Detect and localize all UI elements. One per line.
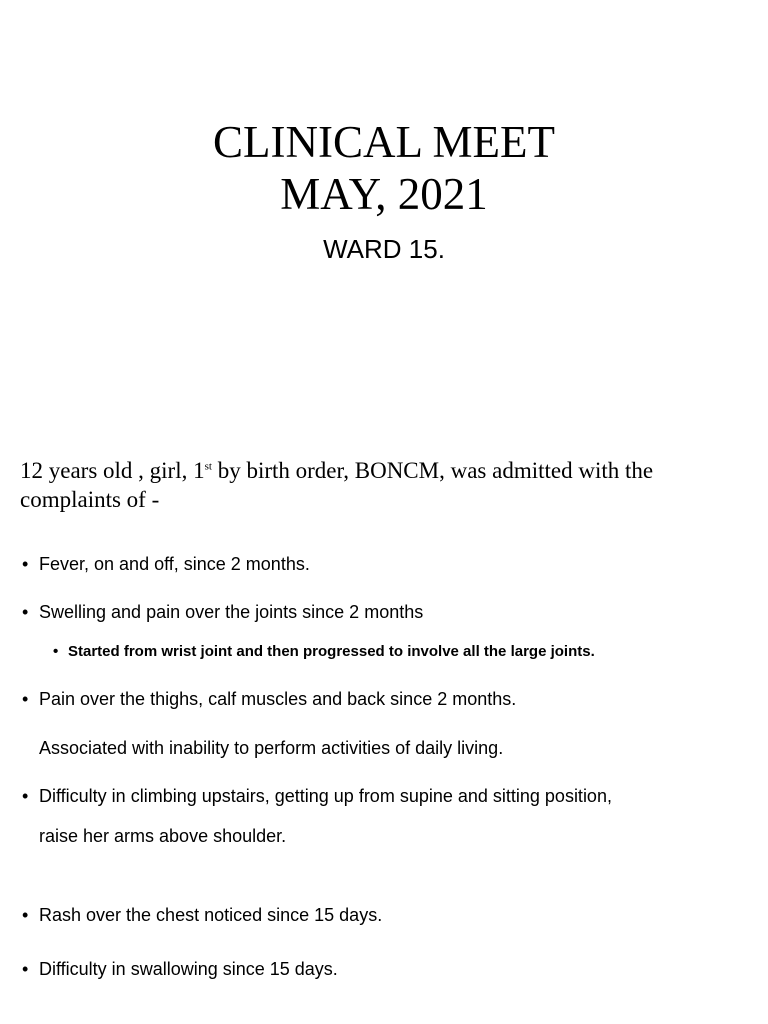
case-intro xyxy=(20,456,750,514)
complaint-text: Difficulty in climbing upstairs, getting up from supine and sitting position, xyxy=(39,786,612,806)
case-intro-text-start: 12 years old , girl, 1 xyxy=(20,458,205,483)
complaint-text: Pain over the thighs, calf muscles and back since 2 months. xyxy=(39,689,517,709)
bullet-marker: • xyxy=(22,602,29,622)
slide-subtitle: WARD 15. xyxy=(323,234,445,264)
complaint-text-continued: raise her arms above shoulder. xyxy=(39,826,287,846)
complaint-note-text: Associated with inability to perform activities of daily living. xyxy=(39,738,504,758)
complaint-text: Fever, on and off, since 2 months. xyxy=(39,554,310,574)
complaint-subtext: Started from wrist joint and then progressed to involve all the large joints. xyxy=(68,643,595,660)
slide-title-line-1: CLINICAL MEET xyxy=(212,117,556,167)
bullet-marker: • xyxy=(22,786,29,806)
complaint-text: Rash over the chest noticed since 15 days. xyxy=(39,905,383,925)
ordinal-superscript: st xyxy=(204,460,212,473)
complaint-text: Swelling and pain over the joints since 2 months xyxy=(39,602,424,622)
bullet-marker: • xyxy=(22,905,29,925)
bullet-marker: • xyxy=(22,554,29,574)
bullet-marker: • xyxy=(53,643,59,660)
slide-title-line-2: MAY, 2021 xyxy=(280,169,488,219)
complaint-text: Difficulty in swallowing since 15 days. xyxy=(39,959,338,979)
bullet-marker: • xyxy=(22,689,29,709)
case-intro-text-end: by birth order, BONCM, was admitted with the complaints of - xyxy=(20,458,654,512)
bullet-marker: • xyxy=(22,959,29,979)
